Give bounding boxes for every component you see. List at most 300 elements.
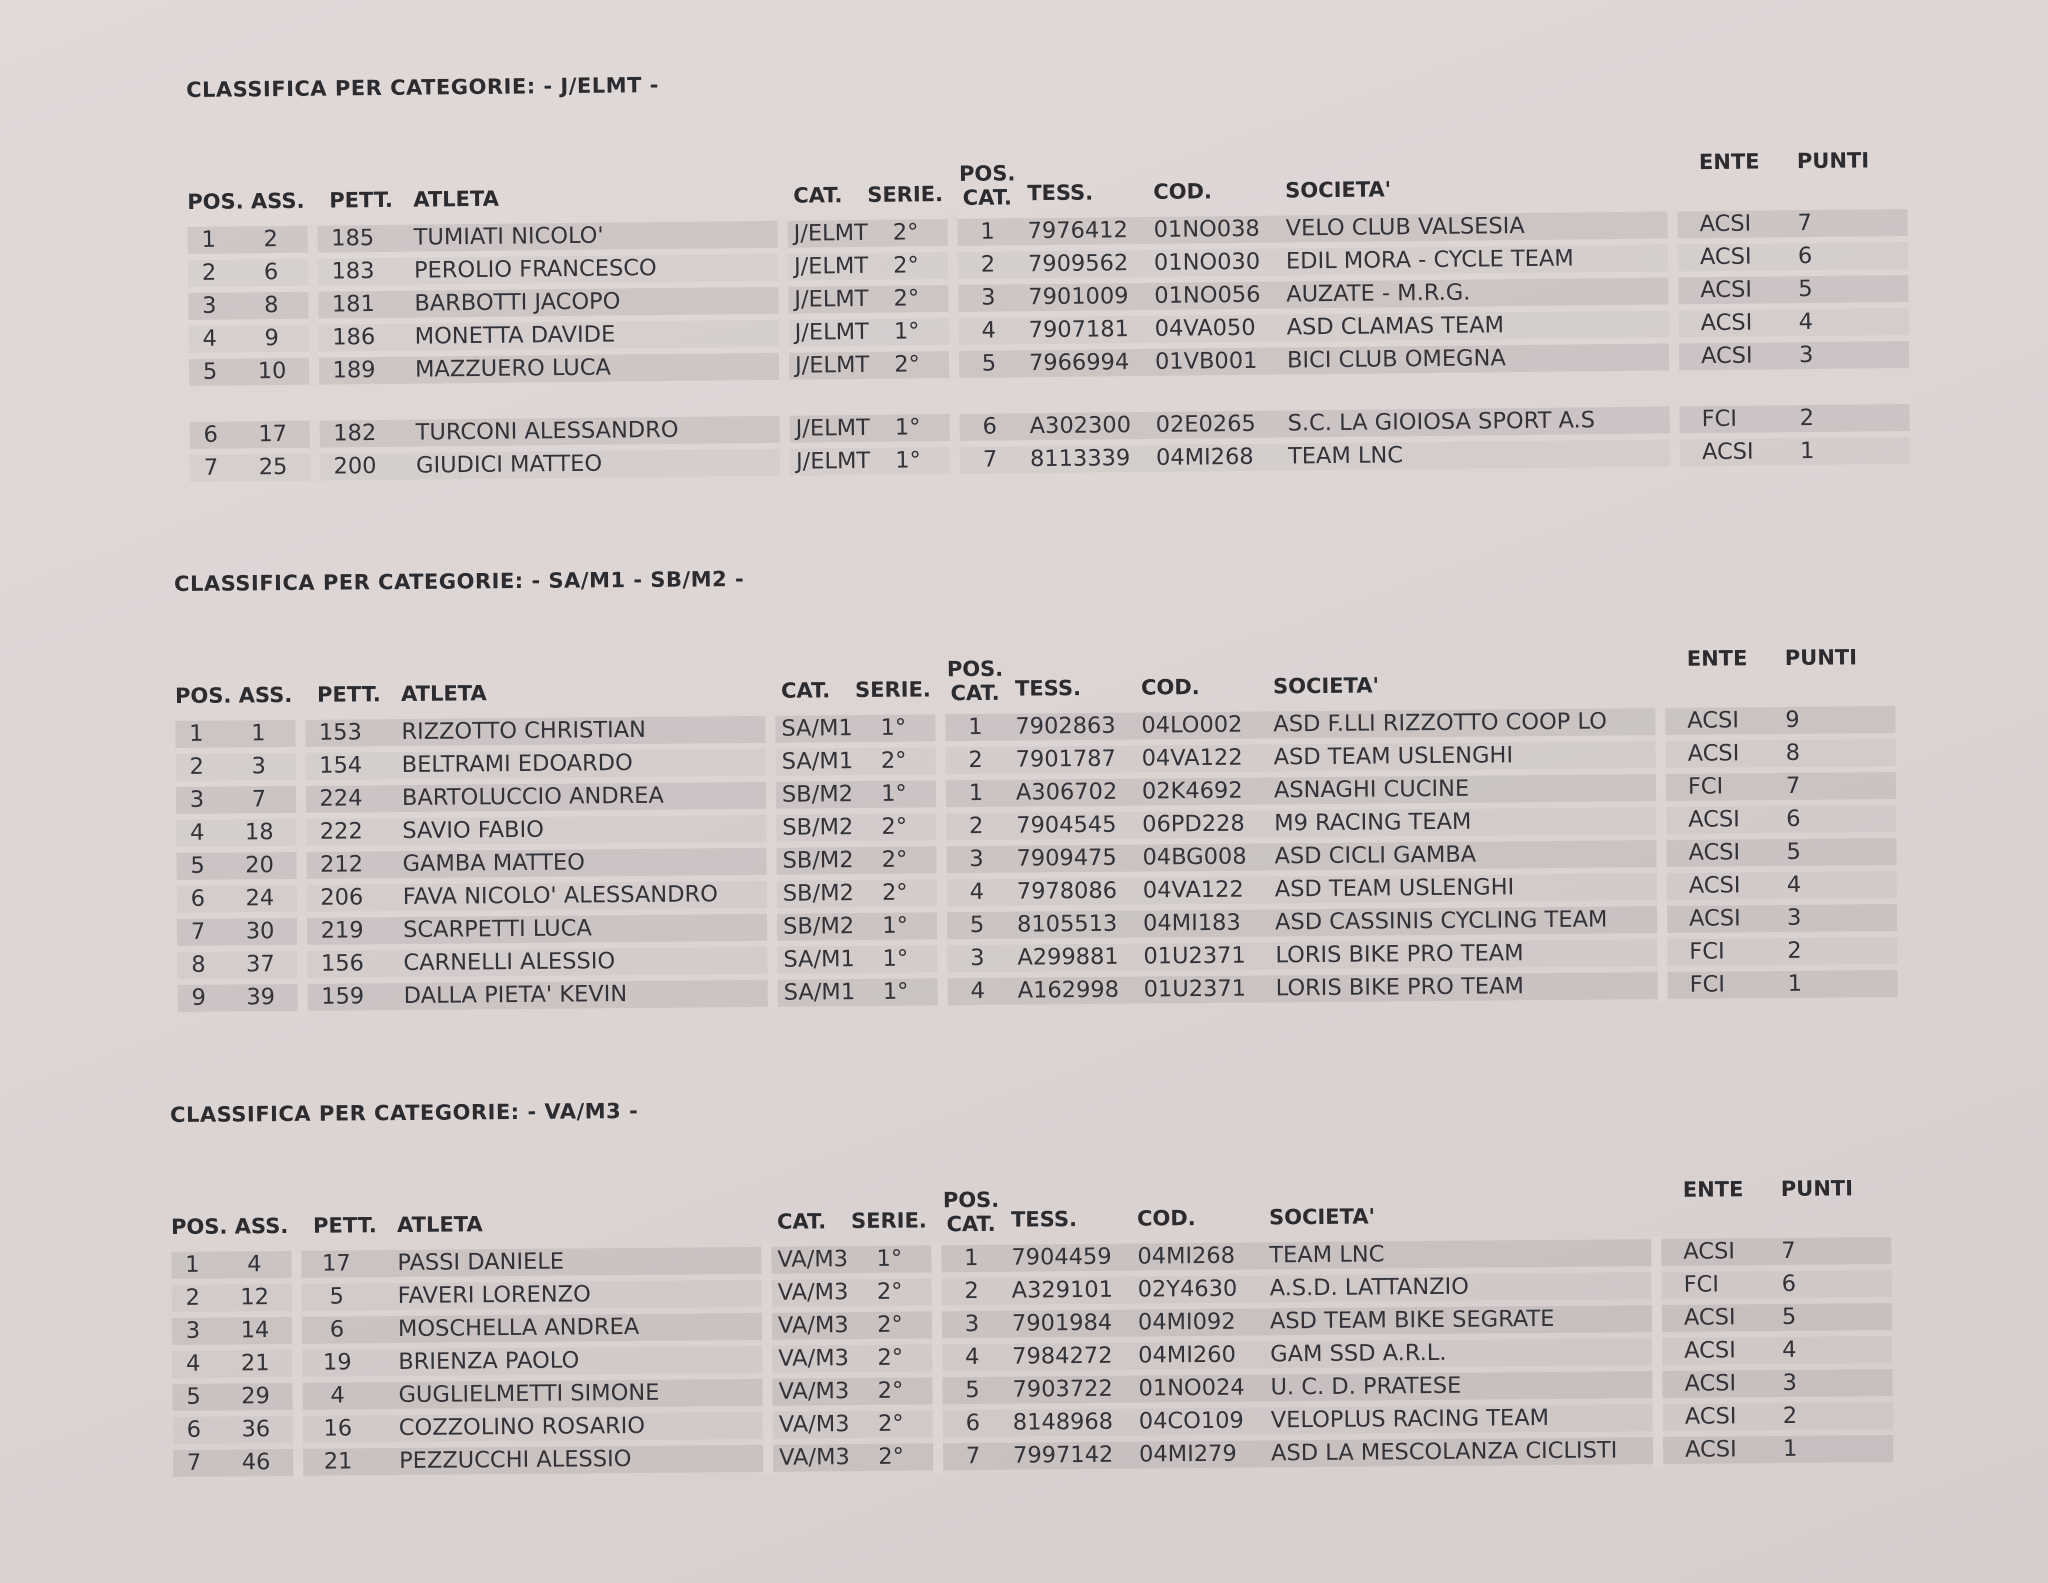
cell-serie: 1° [894, 414, 921, 441]
row-shading-gap [296, 849, 306, 882]
cell-cod: 04MI268 [1137, 1242, 1236, 1270]
cell-serie: 1° [882, 912, 909, 939]
header-societa: SOCIETA' [1272, 673, 1380, 699]
cell-punti: 8 [1785, 739, 1801, 766]
cell-tess: 7984272 [1012, 1342, 1113, 1370]
cell-ass: 25 [258, 453, 288, 481]
row-shading-gap [766, 845, 776, 878]
cell-cod: 04MI183 [1142, 909, 1241, 937]
cell-societa: ASD LA MESCOLANZA CICLISTI [1270, 1437, 1618, 1467]
row-shading-gap [295, 717, 305, 750]
row-shading-gap [309, 355, 319, 388]
row-shading-gap [1651, 1236, 1661, 1269]
cell-punti: 6 [1781, 1270, 1797, 1297]
cell-ass: 12 [240, 1284, 270, 1311]
cell-ass: 4 [247, 1251, 262, 1278]
cell-ente: ACSI [1699, 210, 1752, 238]
cell-cod: 04VA122 [1142, 876, 1244, 904]
cell-societa: TEAM LNC [1269, 1241, 1385, 1269]
cell-pos: 1 [185, 1251, 200, 1278]
results-table [175, 703, 1898, 1015]
cell-punti: 5 [1781, 1303, 1797, 1330]
cell-serie: 2° [878, 1443, 905, 1470]
cell-pett: 19 [322, 1349, 352, 1376]
cell-pett: 206 [320, 884, 364, 911]
cell-tess: 8148968 [1012, 1408, 1114, 1436]
cell-punti: 7 [1781, 1237, 1796, 1264]
cell-cod: 04VA050 [1154, 314, 1256, 342]
cell-societa: LORIS BIKE PRO TEAM [1275, 973, 1524, 1002]
header-atleta: ATLETA [400, 681, 487, 707]
row-shading-gap [936, 777, 946, 810]
cell-ass: 6 [263, 259, 279, 286]
header-ente: ENTE [1682, 1177, 1744, 1202]
row-shading-gap [310, 451, 320, 484]
cell-cod: 01NO056 [1154, 281, 1261, 309]
row-shading-gap [937, 942, 947, 975]
row-shading-gap [938, 975, 948, 1008]
header-pos-cat-line1: POS. [942, 1187, 1000, 1213]
row-shading-gap [937, 909, 947, 942]
cell-cat: VA/M3 [777, 1279, 849, 1306]
header-societa: SOCIETA' [1285, 177, 1392, 203]
cell-atleta: TURCONI ALESSANDRO [415, 416, 679, 446]
cell-pett: 186 [332, 324, 376, 351]
row-shading-gap [1668, 241, 1678, 274]
cell-pett: 17 [321, 1250, 351, 1277]
cell-pos: 4 [202, 325, 218, 352]
cell-pos: 3 [185, 1317, 201, 1344]
cell-punti: 6 [1786, 805, 1801, 832]
cell-cod: 01U2371 [1143, 975, 1247, 1003]
header-cod: COD. [1140, 675, 1200, 700]
cell-societa: BICI CLUB OMEGNA [1286, 345, 1506, 374]
cell-pos-cat: 5 [969, 911, 985, 939]
header-pos-cat [959, 161, 1015, 210]
cell-ass: 9 [264, 325, 280, 352]
header-cat: CAT. [776, 1209, 827, 1234]
cell-punti: 1 [1787, 970, 1803, 997]
cell-tess: 7901787 [1015, 745, 1116, 773]
cell-serie: 2° [892, 219, 919, 246]
cell-societa: EDIL MORA - CYCLE TEAM [1285, 245, 1574, 275]
cell-cat: J/ELMT [794, 318, 869, 346]
cell-ass: 3 [251, 753, 266, 780]
row-shading-gap [765, 713, 775, 746]
header-societa: SOCIETA' [1268, 1204, 1376, 1230]
cell-pos-cat: 4 [981, 317, 996, 344]
cell-atleta: MOSCHELLA ANDREA [397, 1313, 640, 1343]
cell-ass: 1 [251, 720, 266, 747]
cell-cat: SA/M1 [783, 979, 856, 1006]
cell-pos: 1 [201, 226, 216, 253]
cell-punti: 2 [1787, 937, 1802, 964]
cell-cat: SA/M1 [781, 715, 853, 742]
section-sa-m1-sb-m2 [174, 557, 1898, 1015]
row-shading-gap [1670, 436, 1680, 469]
cell-cat: J/ELMT [795, 447, 871, 475]
row-shading-gap [763, 1409, 773, 1442]
row-shading-gap [1668, 307, 1678, 340]
header-atleta: ATLETA [396, 1212, 483, 1238]
cell-ente: FCI [1701, 405, 1738, 433]
cell-tess: 7903722 [1012, 1375, 1113, 1403]
cell-punti: 9 [1785, 706, 1800, 733]
cell-societa: M9 RACING TEAM [1274, 808, 1472, 837]
cell-pos: 8 [191, 951, 206, 978]
header-ente: ENTE [1698, 149, 1760, 175]
row-shading-gap [1668, 274, 1678, 307]
header-pos-cat-line1: POS. [946, 656, 1004, 682]
row-shading-gap [777, 218, 787, 251]
cell-tess: A302300 [1029, 412, 1132, 440]
row-shading-gap [933, 1440, 943, 1473]
header-tess: TESS. [1027, 180, 1094, 206]
row-shading-gap [308, 223, 318, 256]
row-shading-gap [766, 746, 776, 779]
cell-pos: 3 [202, 292, 217, 319]
cell-pett: 21 [323, 1448, 353, 1475]
cell-atleta: PEROLIO FRANCESCO [413, 255, 657, 284]
header-cat: CAT. [793, 183, 843, 208]
cell-societa: ASD F.LLI RIZZOTTO COOP LO [1273, 708, 1608, 738]
cell-serie: 2° [893, 285, 920, 312]
row-shading-gap [1652, 1302, 1662, 1335]
cell-atleta: SCARPETTI LUCA [403, 915, 592, 944]
cell-atleta: PEZZUCCHI ALESSIO [399, 1445, 632, 1475]
row-shading-gap [308, 256, 318, 289]
section-j-elmt [186, 60, 1910, 485]
cell-pett: 159 [321, 983, 365, 1010]
cell-pos-cat: 5 [965, 1376, 980, 1404]
cell-pos-cat: 6 [965, 1409, 981, 1437]
cell-punti: 1 [1782, 1435, 1798, 1462]
cell-tess: 7901984 [1011, 1309, 1113, 1337]
cell-pos: 5 [202, 358, 218, 385]
row-shading-gap [932, 1308, 942, 1341]
cell-tess: 7909475 [1016, 844, 1117, 872]
header-cat: CAT. [780, 678, 831, 703]
cell-serie: 2° [877, 1344, 904, 1371]
cell-pos-cat: 4 [969, 878, 985, 906]
row-shading-gap [1655, 705, 1665, 738]
cell-serie: 1° [880, 714, 907, 741]
cell-cod: 04CO109 [1138, 1407, 1244, 1435]
cell-atleta: MAZZUERO LUCA [414, 354, 612, 383]
cell-pos-cat: 2 [968, 746, 983, 774]
row-shading-gap [1652, 1368, 1662, 1401]
row-shading-gap [950, 411, 960, 444]
cell-pos-cat: 7 [965, 1442, 981, 1470]
cell-ente: FCI [1689, 971, 1726, 998]
cell-punti: 7 [1785, 772, 1801, 799]
cell-pett: 222 [319, 818, 363, 845]
cell-cat: SB/M2 [782, 880, 854, 907]
row-shading-gap [933, 1407, 943, 1440]
cell-cod: 01NO024 [1138, 1374, 1245, 1402]
cell-ass: 21 [240, 1350, 270, 1377]
cell-ente: ACSI [1700, 309, 1753, 337]
cell-ente: ACSI [1687, 740, 1740, 767]
cell-ass: 37 [245, 951, 275, 978]
header-pos-cat-line2: CAT. [946, 1211, 996, 1237]
cell-ente: ACSI [1688, 905, 1741, 932]
cell-atleta: BARTOLUCCIO ANDREA [401, 782, 664, 812]
cell-pos: 9 [191, 984, 206, 1011]
row-shading-gap [767, 911, 777, 944]
cell-societa: ASD TEAM BIKE SEGRATE [1269, 1305, 1555, 1335]
cell-societa: ASD TEAM USLENGHI [1273, 742, 1514, 771]
cell-cat: VA/M3 [779, 1444, 850, 1471]
cell-pos: 4 [185, 1350, 201, 1377]
cell-punti: 5 [1798, 275, 1813, 303]
cell-ass: 46 [241, 1449, 271, 1476]
header-pos-ass: POS. ASS. [174, 682, 293, 708]
row-shading-gap [296, 783, 306, 816]
header-pos-cat [943, 1188, 999, 1236]
header-tess: TESS. [1010, 1207, 1078, 1232]
cell-atleta: BRIENZA PAOLO [398, 1347, 580, 1376]
cell-societa: U. C. D. PRATESE [1270, 1372, 1462, 1401]
cell-societa: ASD CASSINIS CYCLING TEAM [1274, 906, 1608, 936]
cell-serie: 2° [877, 1311, 903, 1338]
cell-atleta: CARNELLI ALESSIO [403, 948, 616, 977]
row-shading-gap [936, 744, 946, 777]
cell-punti: 3 [1782, 1369, 1797, 1396]
cell-cod: 04BG008 [1142, 843, 1247, 871]
cell-cod: 04LO002 [1141, 711, 1243, 739]
table-header [171, 1160, 1892, 1245]
header-punti: PUNTI [1780, 1176, 1854, 1201]
cell-pett: 181 [331, 291, 375, 318]
cell-tess: 7966994 [1028, 349, 1130, 377]
header-pos-cat [947, 657, 1003, 705]
cell-tess: A299881 [1017, 943, 1119, 971]
cell-cat: J/ELMT [795, 414, 870, 442]
cell-tess: 7902863 [1015, 712, 1116, 740]
row-shading-gap [932, 1275, 942, 1308]
cell-serie: 2° [881, 813, 908, 840]
cell-cat: J/ELMT [794, 351, 870, 379]
cell-atleta: RIZZOTTO CHRISTIAN [401, 716, 647, 746]
row-shading-gap [767, 944, 777, 977]
row-shading-gap [1652, 1335, 1662, 1368]
cell-pett: 200 [333, 453, 377, 480]
cell-serie: 2° [880, 747, 907, 774]
cell-pett: 153 [318, 719, 362, 746]
row-shading-gap [308, 289, 318, 322]
header-serie: SERIE. [867, 182, 944, 207]
header-cod: COD. [1153, 179, 1213, 204]
cell-atleta: FAVA NICOLO' ALESSANDRO [402, 881, 718, 911]
row-shading-gap [767, 878, 777, 911]
cell-ente: ACSI [1688, 806, 1740, 833]
cell-ente: ACSI [1683, 1238, 1736, 1265]
cell-cat: J/ELMT [794, 285, 869, 313]
header-tess: TESS. [1014, 676, 1082, 701]
cell-societa: ASD TEAM USLENGHI [1274, 874, 1515, 903]
row-shading-gap [1656, 738, 1666, 771]
cell-ass: 20 [245, 852, 274, 879]
cell-pos-cat: 7 [982, 446, 998, 473]
cell-pos: 1 [189, 720, 204, 747]
cell-punti: 2 [1799, 404, 1815, 432]
header-pos-ass: POS. ASS. [187, 188, 305, 214]
cell-tess: A162998 [1017, 976, 1120, 1004]
cell-tess: A329101 [1011, 1276, 1114, 1304]
row-shading-gap [292, 1281, 302, 1314]
section-title: CLASSIFICA PER CATEGORIE: - VA/M3 - [170, 1098, 639, 1127]
cell-tess: 7907181 [1028, 316, 1130, 344]
header-punti: PUNTI [1796, 148, 1870, 174]
cell-pett: 182 [333, 420, 377, 447]
cell-atleta: GUGLIELMETTI SIMONE [398, 1379, 660, 1409]
cell-cod: 04MI092 [1137, 1308, 1236, 1336]
cell-ass: 39 [246, 984, 276, 1011]
cell-pos-cat: 4 [964, 1343, 980, 1371]
header-pett: PETT. [312, 1213, 377, 1238]
cell-serie: 1° [876, 1245, 903, 1272]
cell-pos: 2 [185, 1284, 200, 1311]
cell-ass: 2 [263, 226, 278, 253]
cell-atleta: SAVIO FABIO [402, 816, 544, 845]
cell-pos-cat: 6 [982, 413, 997, 440]
row-shading-gap [763, 1442, 773, 1475]
cell-ente: ACSI [1699, 243, 1752, 271]
cell-societa: A.S.D. LATTANZIO [1269, 1273, 1470, 1302]
cell-serie: 2° [877, 1410, 904, 1437]
section-title: CLASSIFICA PER CATEGORIE: - J/ELMT - [186, 73, 660, 102]
cell-cat: SB/M2 [782, 814, 854, 841]
cell-pos: 6 [186, 1416, 202, 1443]
row-shading-gap [1657, 903, 1667, 936]
cell-pos: 5 [190, 852, 205, 879]
cell-pos-cat: 2 [964, 1277, 979, 1305]
cell-pos: 3 [189, 786, 205, 813]
cell-tess: A306702 [1015, 778, 1118, 806]
row-shading-gap [778, 251, 788, 284]
cell-cat: SA/M1 [783, 946, 855, 973]
cell-cat: SB/M2 [783, 913, 855, 940]
row-shading-gap [293, 1413, 303, 1446]
cell-serie: 2° [881, 846, 908, 873]
cell-pos-cat: 1 [980, 218, 995, 245]
cell-pos-cat: 3 [969, 845, 984, 873]
cell-cod: 01VB001 [1154, 347, 1258, 375]
cell-ente: ACSI [1700, 342, 1753, 370]
cell-ente: ACSI [1684, 1403, 1737, 1430]
cell-ente: ACSI [1688, 872, 1741, 899]
row-shading-gap [762, 1376, 772, 1409]
cell-ente: ACSI [1684, 1370, 1737, 1397]
cell-societa: ASNAGHI CUCINE [1273, 775, 1470, 804]
cell-tess: 8113339 [1029, 445, 1131, 473]
cell-tess: 7904459 [1011, 1243, 1112, 1271]
cell-cod: 04MI260 [1138, 1341, 1236, 1369]
cell-societa: ASD CLAMAS TEAM [1286, 312, 1505, 341]
row-shading-gap [291, 1248, 301, 1281]
cell-tess: 7904545 [1016, 811, 1117, 839]
cell-atleta: MONETTA DAVIDE [414, 321, 616, 350]
cell-cat: VA/M3 [777, 1312, 849, 1339]
cell-pett: 6 [329, 1316, 345, 1343]
cell-pos: 5 [186, 1383, 201, 1410]
cell-pos-cat: 1 [968, 713, 983, 741]
cell-pos-cat: 5 [981, 350, 997, 377]
row-shading-gap [297, 948, 307, 981]
header-pos-cat-line2: CAT. [962, 185, 1012, 210]
row-shading-gap [948, 282, 958, 315]
row-shading-gap [1658, 969, 1668, 1002]
row-shading-gap [768, 977, 778, 1010]
header-serie: SERIE. [854, 677, 931, 703]
row-shading-gap [292, 1314, 302, 1347]
cell-pos: 6 [203, 421, 219, 448]
cell-pett: 156 [320, 950, 365, 977]
row-shading-gap [947, 216, 957, 249]
cell-punti: 6 [1797, 242, 1813, 270]
row-shading-gap [1656, 837, 1666, 870]
row-shading-gap [293, 1446, 303, 1479]
cell-pos: 7 [203, 454, 219, 481]
cell-cat: VA/M3 [778, 1411, 850, 1438]
cell-cod: 01U2371 [1143, 942, 1246, 970]
cell-tess: 7997142 [1012, 1441, 1114, 1469]
cell-punti: 3 [1786, 904, 1802, 931]
row-shading-gap [948, 249, 958, 282]
row-shading-gap [292, 1347, 302, 1380]
cell-punti: 4 [1782, 1336, 1797, 1363]
cell-serie: 1° [882, 945, 909, 972]
cell-ass: 14 [240, 1317, 270, 1344]
cell-serie: 1° [881, 780, 907, 807]
cell-ente: ACSI [1701, 438, 1754, 466]
cell-ente: ACSI [1700, 276, 1753, 304]
cell-tess: 7909562 [1027, 250, 1129, 278]
cell-pett: 189 [332, 357, 376, 384]
cell-pett: 183 [331, 258, 375, 285]
cell-ente: ACSI [1683, 1304, 1736, 1331]
cell-ente: FCI [1689, 938, 1725, 965]
header-cod: COD. [1136, 1206, 1196, 1231]
section-title: CLASSIFICA PER CATEGORIE: - SA/M1 - SB/M2 - [174, 567, 745, 596]
cell-pos-cat: 3 [981, 284, 996, 311]
cell-punti: 1 [1799, 437, 1815, 465]
row-shading-gap [296, 750, 306, 783]
row-shading-gap [1657, 870, 1667, 903]
cell-ass: 30 [245, 918, 275, 945]
row-shading-gap [1657, 936, 1667, 969]
cell-societa: S.C. LA GIOIOSA SPORT A.S [1287, 407, 1596, 437]
cell-pos: 7 [186, 1449, 202, 1476]
row-shading-gap [936, 810, 946, 843]
cell-cat: VA/M3 [778, 1378, 850, 1405]
cell-serie: 1° [882, 978, 909, 1005]
cell-tess: 7976412 [1027, 217, 1128, 245]
header-pos-cat-line1: POS. [958, 161, 1016, 186]
row-shading-gap [297, 882, 307, 915]
cell-pos: 4 [189, 819, 205, 846]
cell-pos-cat: 3 [970, 944, 985, 972]
cell-cat: VA/M3 [777, 1246, 849, 1273]
cell-societa: VELOPLUS RACING TEAM [1270, 1404, 1550, 1434]
row-shading-gap [1669, 340, 1679, 373]
row-shading-gap [949, 348, 959, 381]
header-ente: ENTE [1686, 646, 1748, 671]
row-shading-gap [932, 1341, 942, 1374]
row-shading-gap [310, 418, 320, 451]
cell-tess: 7901009 [1028, 283, 1129, 311]
